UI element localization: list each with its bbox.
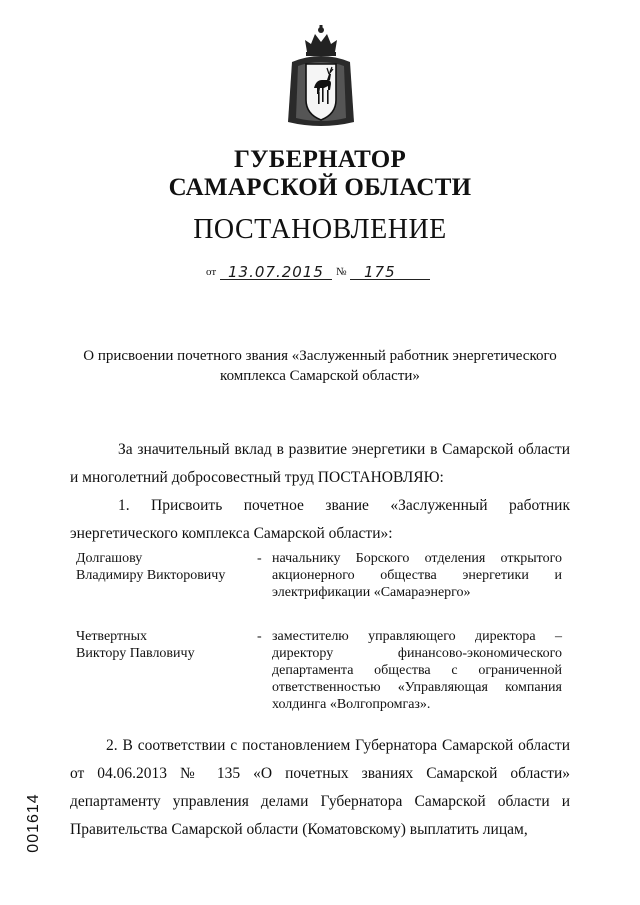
coat-of-arms-icon [284, 22, 358, 132]
item-2-paragraph: 2. В соответствии с постановлением Губернатора Самарской области от 04.06.2013 № 135 «О почетных званиях Самарской области» департаменту управления делами Губернатора Самарской области и Правительства Самарской области (Коматовскому) выплатить лицам, [70, 737, 570, 838]
registration-line [206, 258, 446, 284]
recipient-given-name: Виктору Павловичу [76, 646, 195, 661]
authority-title-line1: ГУБЕРНАТОР [233, 146, 407, 173]
recipient-given-name: Владимиру Викторовичу [76, 568, 226, 583]
subject-line2: комплекса Самарской области» [220, 368, 420, 384]
authority-title-line2: САМАРСКОЙ ОБЛАСТИ [168, 174, 472, 201]
recipient-name [76, 550, 256, 584]
recipient-position: начальнику Борского отделения открытого акционерного общества энергетики и электрификации «Самараэнерго» [272, 551, 562, 600]
recipient-name [76, 628, 256, 662]
recipient-surname: Четвертных [76, 629, 148, 644]
handwritten-date: 13.07.2015 [228, 263, 324, 281]
handwritten-number: 175 [364, 263, 396, 281]
subject-line1: О присвоении почетного звания «Заслуженный работник энергетического [83, 348, 557, 364]
recipient-dash: - [257, 551, 262, 566]
serial-number-text: 001614 [25, 793, 42, 853]
recipient-dash: - [257, 629, 262, 644]
number-label: № [336, 266, 347, 278]
recipient-position: заместителю управляющего директора – директору финансово-экономического департамента общества с ограниченной ответственностью «Управляющая компания холдинга «Волгопромгаз». [272, 629, 562, 712]
document-type-heading: ПОСТАНОВЛЕНИЕ [193, 214, 447, 245]
recipient-surname: Долгашову [76, 551, 143, 566]
item-1-paragraph: 1. Присвоить почетное звание «Заслуженный работник энергетического комплекса Самарской области»: [70, 497, 570, 542]
date-label: от [206, 266, 217, 278]
margin-serial-number [18, 786, 48, 866]
intro-paragraph: За значительный вклад в развитие энергетики в Самарской области и многолетний добросовестный труд ПОСТАНОВЛЯЮ: [70, 441, 570, 486]
document-subject [70, 346, 570, 386]
